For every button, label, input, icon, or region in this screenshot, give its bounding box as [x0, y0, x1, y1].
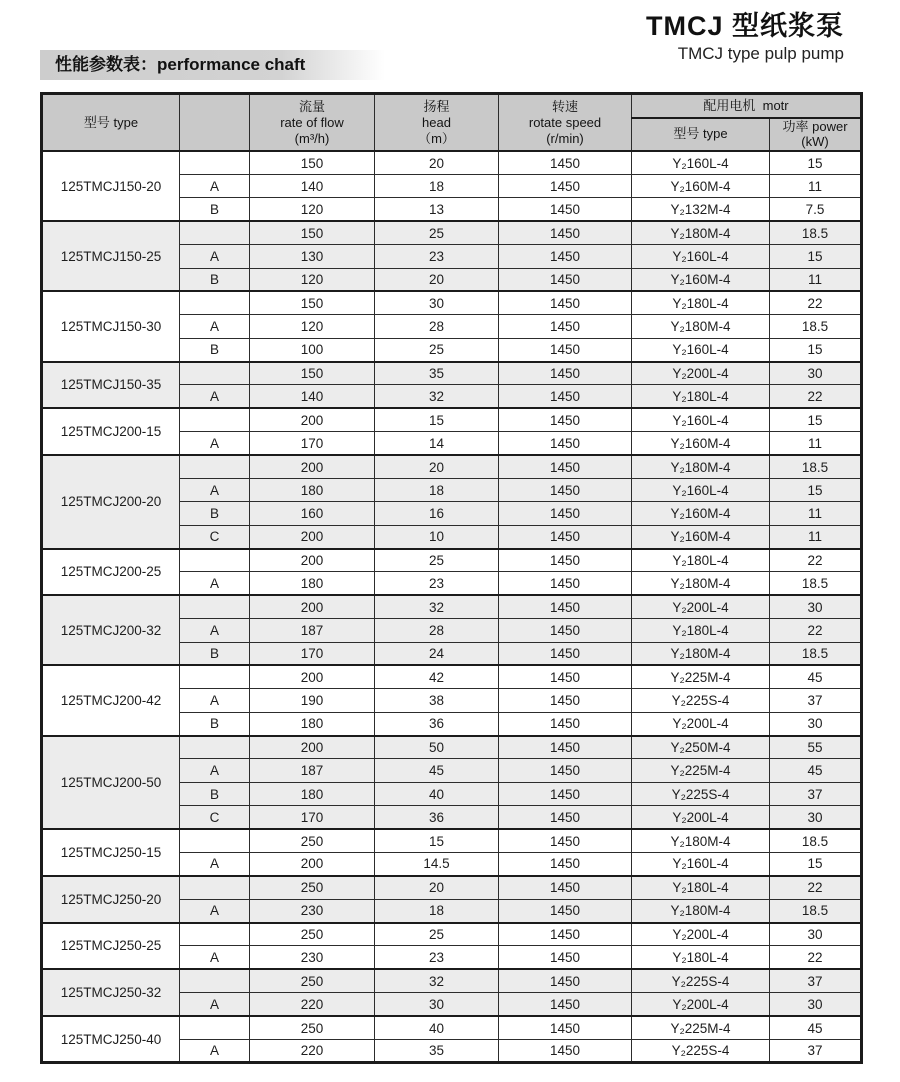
power-cell: 37	[770, 969, 862, 992]
power-cell: 30	[770, 806, 862, 829]
col-header-head	[375, 94, 499, 152]
head-cell: 30	[375, 993, 499, 1016]
flow-cell: 200	[250, 665, 375, 688]
motor-power-unit: (kW)	[801, 134, 829, 150]
power-cell: 15	[770, 852, 862, 875]
motor-type-cell: Y₂225M-4	[632, 665, 770, 688]
motor-type-cell: Y₂160L-4	[632, 852, 770, 875]
power-cell: 45	[770, 1016, 862, 1039]
table-row	[42, 969, 862, 992]
col-header-flow	[250, 94, 375, 152]
flow-cell: 150	[250, 291, 375, 314]
flow-cell: 170	[250, 642, 375, 665]
power-cell: 7.5	[770, 198, 862, 221]
head-cell: 14.5	[375, 852, 499, 875]
pump-model-cell: 125TMCJ150-20	[42, 151, 180, 221]
variant-cell: A	[180, 899, 250, 922]
pump-model-cell: 125TMCJ250-32	[42, 969, 180, 1016]
head-cell: 18	[375, 899, 499, 922]
variant-cell	[180, 969, 250, 992]
power-cell: 55	[770, 736, 862, 759]
variant-cell: A	[180, 315, 250, 338]
head-cell: 23	[375, 946, 499, 969]
variant-cell	[180, 151, 250, 174]
flow-label-zh: 流量	[298, 98, 325, 114]
speed-cell: 1450	[499, 385, 632, 408]
variant-cell: C	[180, 806, 250, 829]
head-cell: 36	[375, 806, 499, 829]
power-cell: 22	[770, 876, 862, 899]
pump-model-cell: 125TMCJ150-35	[42, 362, 180, 409]
motor-type-cell: Y₂200L-4	[632, 923, 770, 946]
speed-cell: 1450	[499, 198, 632, 221]
power-cell: 45	[770, 665, 862, 688]
flow-cell: 150	[250, 221, 375, 244]
variant-cell: B	[180, 198, 250, 221]
variant-cell	[180, 291, 250, 314]
motor-type-cell: Y₂160M-4	[632, 268, 770, 291]
speed-label-en: rotate speed	[528, 114, 602, 130]
head-cell: 32	[375, 385, 499, 408]
power-cell: 45	[770, 759, 862, 782]
head-cell: 20	[375, 268, 499, 291]
motor-type-cell: Y₂180L-4	[632, 946, 770, 969]
flow-label-en: rate of flow	[280, 114, 344, 130]
variant-cell: A	[180, 689, 250, 712]
speed-cell: 1450	[499, 432, 632, 455]
head-cell: 38	[375, 689, 499, 712]
motor-type-cell: Y₂225S-4	[632, 1039, 770, 1062]
flow-cell: 150	[250, 362, 375, 385]
variant-cell	[180, 1016, 250, 1039]
head-cell: 25	[375, 549, 499, 572]
head-cell: 40	[375, 1016, 499, 1039]
motor-type-cell: Y₂180L-4	[632, 385, 770, 408]
power-cell: 18.5	[770, 221, 862, 244]
flow-cell: 180	[250, 712, 375, 735]
head-cell: 13	[375, 198, 499, 221]
speed-cell: 1450	[499, 993, 632, 1016]
table-row	[42, 736, 862, 759]
speed-cell: 1450	[499, 665, 632, 688]
variant-cell: C	[180, 525, 250, 548]
power-cell: 37	[770, 689, 862, 712]
power-cell: 11	[770, 502, 862, 525]
flow-cell: 200	[250, 736, 375, 759]
head-cell: 50	[375, 736, 499, 759]
motor-label: 配用电机 motr	[703, 97, 789, 113]
flow-cell: 200	[250, 408, 375, 431]
speed-cell: 1450	[499, 782, 632, 805]
speed-cell: 1450	[499, 689, 632, 712]
speed-cell: 1450	[499, 315, 632, 338]
variant-cell: A	[180, 759, 250, 782]
speed-cell: 1450	[499, 1039, 632, 1062]
head-cell: 10	[375, 525, 499, 548]
head-cell: 35	[375, 362, 499, 385]
head-cell: 32	[375, 595, 499, 618]
speed-cell: 1450	[499, 549, 632, 572]
speed-label-zh: 转速	[551, 98, 578, 114]
head-cell: 25	[375, 338, 499, 361]
motor-type-cell: Y₂160L-4	[632, 151, 770, 174]
speed-cell: 1450	[499, 759, 632, 782]
motor-type-cell: Y₂160L-4	[632, 338, 770, 361]
motor-type-cell: Y₂160M-4	[632, 175, 770, 198]
flow-cell: 250	[250, 829, 375, 852]
power-cell: 30	[770, 712, 862, 735]
speed-cell: 1450	[499, 852, 632, 875]
speed-cell: 1450	[499, 502, 632, 525]
power-cell: 22	[770, 385, 862, 408]
flow-cell: 200	[250, 852, 375, 875]
table-row	[42, 221, 862, 244]
speed-cell: 1450	[499, 338, 632, 361]
flow-cell: 250	[250, 923, 375, 946]
speed-cell: 1450	[499, 268, 632, 291]
table-row	[42, 362, 862, 385]
power-cell: 22	[770, 619, 862, 642]
table-row	[42, 151, 862, 174]
power-cell: 22	[770, 946, 862, 969]
motor-type-cell: Y₂160M-4	[632, 432, 770, 455]
flow-cell: 100	[250, 338, 375, 361]
table-row	[42, 408, 862, 431]
pump-model-cell: 125TMCJ250-25	[42, 923, 180, 970]
flow-cell: 170	[250, 432, 375, 455]
head-label-zh: 扬程	[423, 98, 450, 114]
head-cell: 32	[375, 969, 499, 992]
power-cell: 22	[770, 549, 862, 572]
col-header-motor	[632, 94, 862, 118]
variant-cell	[180, 221, 250, 244]
table-row	[42, 665, 862, 688]
variant-cell	[180, 595, 250, 618]
col-header-type	[42, 94, 180, 152]
flow-cell: 120	[250, 315, 375, 338]
table-row	[42, 595, 862, 618]
motor-type-cell: Y₂200L-4	[632, 993, 770, 1016]
variant-cell	[180, 665, 250, 688]
power-cell: 30	[770, 362, 862, 385]
pump-model-cell: 125TMCJ150-25	[42, 221, 180, 291]
speed-cell: 1450	[499, 712, 632, 735]
speed-cell: 1450	[499, 291, 632, 314]
variant-cell	[180, 455, 250, 478]
power-cell: 11	[770, 268, 862, 291]
table-header	[42, 94, 862, 152]
motor-type-cell: Y₂180L-4	[632, 876, 770, 899]
variant-cell: A	[180, 478, 250, 501]
power-cell: 15	[770, 408, 862, 431]
flow-cell: 140	[250, 385, 375, 408]
power-cell: 18.5	[770, 829, 862, 852]
speed-cell: 1450	[499, 619, 632, 642]
speed-cell: 1450	[499, 362, 632, 385]
head-cell: 35	[375, 1039, 499, 1062]
head-cell: 16	[375, 502, 499, 525]
pump-model-cell: 125TMCJ250-40	[42, 1016, 180, 1063]
motor-type-cell: Y₂160L-4	[632, 408, 770, 431]
head-cell: 20	[375, 455, 499, 478]
speed-unit: (r/min)	[546, 130, 584, 146]
speed-cell: 1450	[499, 899, 632, 922]
variant-cell	[180, 362, 250, 385]
speed-cell: 1450	[499, 221, 632, 244]
motor-type-cell: Y₂200L-4	[632, 806, 770, 829]
motor-type-cell: Y₂200L-4	[632, 712, 770, 735]
section-bar	[40, 50, 385, 80]
col-header-motor-type	[632, 118, 770, 152]
motor-type-cell: Y₂180M-4	[632, 572, 770, 595]
col-header-variant	[180, 94, 250, 152]
flow-cell: 190	[250, 689, 375, 712]
variant-cell: A	[180, 993, 250, 1016]
flow-cell: 250	[250, 876, 375, 899]
motor-type-cell: Y₂160M-4	[632, 525, 770, 548]
flow-cell: 250	[250, 1016, 375, 1039]
variant-cell	[180, 408, 250, 431]
head-cell: 36	[375, 712, 499, 735]
variant-cell: B	[180, 338, 250, 361]
flow-unit: (m³/h)	[294, 130, 330, 146]
table-row	[42, 455, 862, 478]
variant-cell	[180, 876, 250, 899]
power-cell: 18.5	[770, 315, 862, 338]
power-cell: 30	[770, 923, 862, 946]
power-cell: 18.5	[770, 455, 862, 478]
flow-cell: 200	[250, 549, 375, 572]
pump-model-cell: 125TMCJ200-50	[42, 736, 180, 830]
variant-cell: B	[180, 502, 250, 525]
flow-cell: 140	[250, 175, 375, 198]
flow-cell: 150	[250, 151, 375, 174]
variant-cell: B	[180, 642, 250, 665]
variant-cell	[180, 829, 250, 852]
motor-power-label: 功率 power	[782, 118, 848, 134]
flow-cell: 120	[250, 198, 375, 221]
variant-cell	[180, 923, 250, 946]
col-header-type-label: 型号 type	[83, 114, 139, 130]
variant-cell: A	[180, 432, 250, 455]
table-body	[42, 151, 862, 1063]
motor-type-cell: Y₂180L-4	[632, 549, 770, 572]
variant-cell: B	[180, 712, 250, 735]
head-cell: 23	[375, 245, 499, 268]
head-cell: 18	[375, 478, 499, 501]
title-english: TMCJ type pulp pump	[677, 44, 844, 63]
speed-cell: 1450	[499, 245, 632, 268]
flow-cell: 187	[250, 619, 375, 642]
speed-cell: 1450	[499, 525, 632, 548]
pump-model-cell: 125TMCJ150-30	[42, 291, 180, 361]
motor-type-cell: Y₂160M-4	[632, 502, 770, 525]
pump-model-cell: 125TMCJ200-25	[42, 549, 180, 596]
flow-cell: 130	[250, 245, 375, 268]
head-cell: 20	[375, 151, 499, 174]
speed-cell: 1450	[499, 175, 632, 198]
table-row	[42, 1016, 862, 1039]
power-cell: 11	[770, 175, 862, 198]
head-cell: 18	[375, 175, 499, 198]
head-cell: 23	[375, 572, 499, 595]
head-cell: 25	[375, 923, 499, 946]
head-cell: 24	[375, 642, 499, 665]
section-label: 性能参数表：performance chaft	[55, 55, 306, 74]
head-cell: 20	[375, 876, 499, 899]
variant-cell	[180, 549, 250, 572]
col-header-speed	[499, 94, 632, 152]
speed-cell: 1450	[499, 408, 632, 431]
variant-cell: A	[180, 385, 250, 408]
speed-cell: 1450	[499, 806, 632, 829]
power-cell: 11	[770, 432, 862, 455]
variant-cell: A	[180, 619, 250, 642]
pump-model-cell: 125TMCJ200-15	[42, 408, 180, 455]
speed-cell: 1450	[499, 455, 632, 478]
variant-cell: A	[180, 572, 250, 595]
speed-cell: 1450	[499, 572, 632, 595]
head-cell: 42	[375, 665, 499, 688]
table-row	[42, 291, 862, 314]
head-cell: 40	[375, 782, 499, 805]
power-cell: 15	[770, 151, 862, 174]
variant-cell: A	[180, 1039, 250, 1062]
motor-type-cell: Y₂225S-4	[632, 689, 770, 712]
power-cell: 11	[770, 525, 862, 548]
title-chinese: TMCJ 型纸浆泵	[646, 11, 844, 41]
power-cell: 37	[770, 782, 862, 805]
table-row	[42, 829, 862, 852]
flow-cell: 120	[250, 268, 375, 291]
flow-cell: 180	[250, 782, 375, 805]
head-cell: 28	[375, 619, 499, 642]
power-cell: 18.5	[770, 642, 862, 665]
flow-cell: 220	[250, 993, 375, 1016]
variant-cell: A	[180, 175, 250, 198]
head-cell: 25	[375, 221, 499, 244]
speed-cell: 1450	[499, 736, 632, 759]
page-title	[646, 4, 844, 64]
motor-type-cell: Y₂180M-4	[632, 455, 770, 478]
motor-type-cell: Y₂180M-4	[632, 642, 770, 665]
flow-cell: 220	[250, 1039, 375, 1062]
variant-cell: A	[180, 946, 250, 969]
speed-cell: 1450	[499, 829, 632, 852]
motor-type-cell: Y₂180M-4	[632, 315, 770, 338]
power-cell: 15	[770, 245, 862, 268]
motor-type-cell: Y₂180M-4	[632, 221, 770, 244]
power-cell: 30	[770, 993, 862, 1016]
flow-cell: 180	[250, 572, 375, 595]
speed-cell: 1450	[499, 642, 632, 665]
motor-type-cell: Y₂180M-4	[632, 899, 770, 922]
speed-cell: 1450	[499, 969, 632, 992]
power-cell: 15	[770, 478, 862, 501]
table-row	[42, 876, 862, 899]
head-cell: 14	[375, 432, 499, 455]
speed-cell: 1450	[499, 478, 632, 501]
variant-cell: A	[180, 852, 250, 875]
power-cell: 37	[770, 1039, 862, 1062]
variant-cell	[180, 736, 250, 759]
motor-type-cell: Y₂225M-4	[632, 1016, 770, 1039]
variant-cell: A	[180, 245, 250, 268]
pump-model-cell: 125TMCJ200-20	[42, 455, 180, 549]
flow-cell: 187	[250, 759, 375, 782]
motor-type-cell: Y₂180L-4	[632, 619, 770, 642]
speed-cell: 1450	[499, 595, 632, 618]
power-cell: 18.5	[770, 899, 862, 922]
head-cell: 45	[375, 759, 499, 782]
power-cell: 22	[770, 291, 862, 314]
head-cell: 15	[375, 829, 499, 852]
flow-cell: 160	[250, 502, 375, 525]
flow-cell: 200	[250, 595, 375, 618]
speed-cell: 1450	[499, 876, 632, 899]
power-cell: 18.5	[770, 572, 862, 595]
head-cell: 15	[375, 408, 499, 431]
performance-table	[40, 92, 863, 1064]
flow-cell: 200	[250, 455, 375, 478]
variant-cell: B	[180, 268, 250, 291]
motor-type-cell: Y₂180M-4	[632, 829, 770, 852]
motor-type-cell: Y₂132M-4	[632, 198, 770, 221]
head-unit: （m）	[418, 130, 455, 146]
motor-type-cell: Y₂200L-4	[632, 595, 770, 618]
table-row	[42, 549, 862, 572]
variant-cell: B	[180, 782, 250, 805]
table-row	[42, 923, 862, 946]
flow-cell: 170	[250, 806, 375, 829]
speed-cell: 1450	[499, 923, 632, 946]
motor-type-label: 型号 type	[673, 126, 728, 142]
flow-cell: 230	[250, 899, 375, 922]
col-header-motor-power	[770, 118, 862, 152]
head-cell: 30	[375, 291, 499, 314]
pump-model-cell: 125TMCJ200-42	[42, 665, 180, 735]
speed-cell: 1450	[499, 1016, 632, 1039]
pump-model-cell: 125TMCJ250-20	[42, 876, 180, 923]
power-cell: 30	[770, 595, 862, 618]
flow-cell: 250	[250, 969, 375, 992]
motor-type-cell: Y₂225S-4	[632, 782, 770, 805]
pump-model-cell: 125TMCJ200-32	[42, 595, 180, 665]
head-label-en: head	[422, 114, 451, 130]
head-cell: 28	[375, 315, 499, 338]
speed-cell: 1450	[499, 151, 632, 174]
flow-cell: 230	[250, 946, 375, 969]
motor-type-cell: Y₂200L-4	[632, 362, 770, 385]
motor-type-cell: Y₂250M-4	[632, 736, 770, 759]
flow-cell: 180	[250, 478, 375, 501]
power-cell: 15	[770, 338, 862, 361]
motor-type-cell: Y₂180L-4	[632, 291, 770, 314]
motor-type-cell: Y₂160L-4	[632, 478, 770, 501]
speed-cell: 1450	[499, 946, 632, 969]
motor-type-cell: Y₂225M-4	[632, 759, 770, 782]
motor-type-cell: Y₂160L-4	[632, 245, 770, 268]
motor-type-cell: Y₂225S-4	[632, 969, 770, 992]
flow-cell: 200	[250, 525, 375, 548]
pump-model-cell: 125TMCJ250-15	[42, 829, 180, 876]
